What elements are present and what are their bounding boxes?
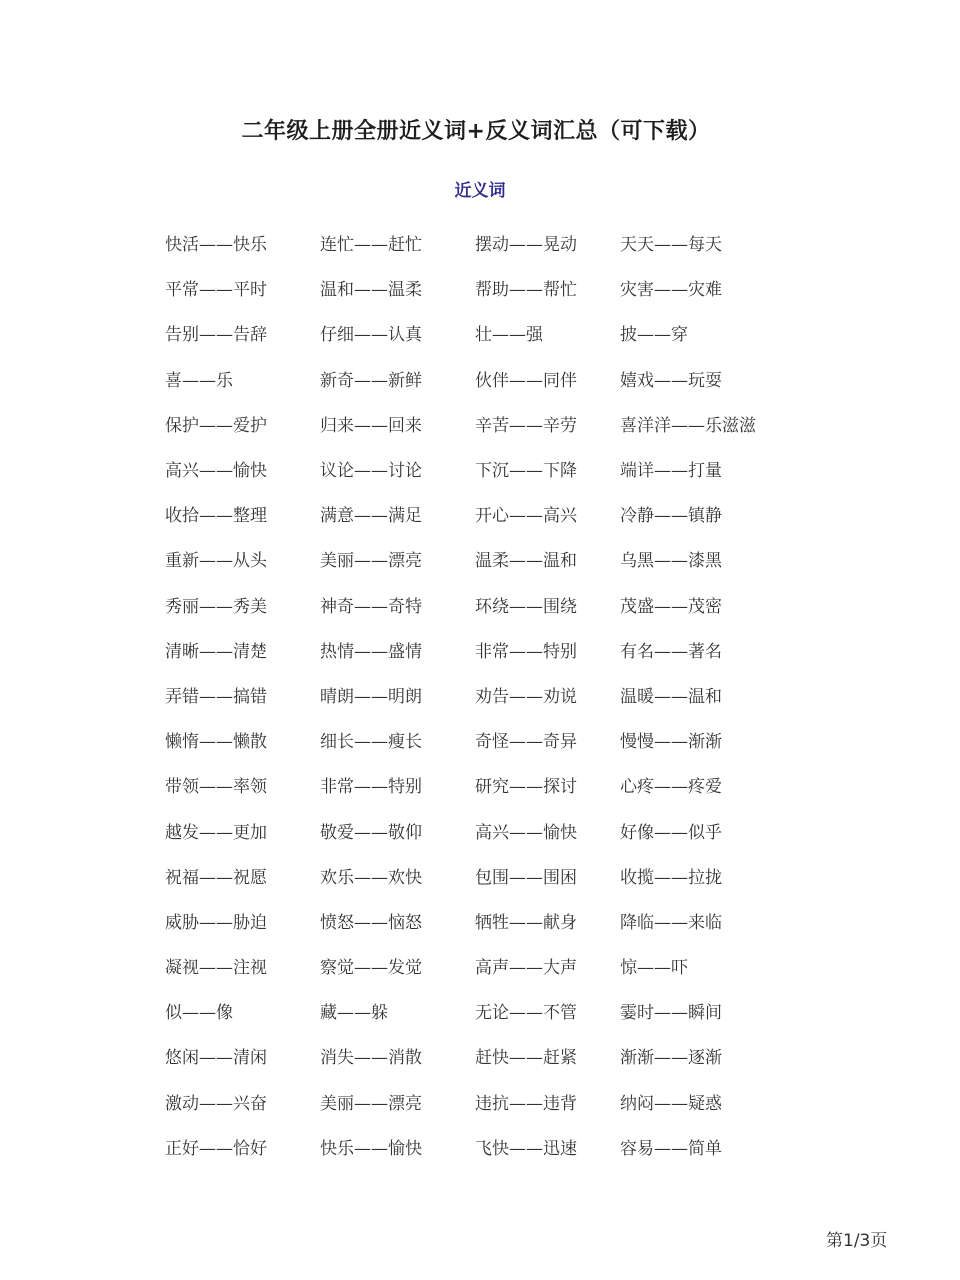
synonym-pair: 归来——回来 bbox=[320, 415, 422, 436]
synonym-pair: 惊——吓 bbox=[620, 958, 688, 979]
synonym-pair: 晴朗——明朗 bbox=[320, 686, 422, 707]
synonym-pair: 高声——大声 bbox=[475, 958, 577, 979]
synonym-row bbox=[165, 1124, 805, 1169]
synonym-pair: 高兴——愉快 bbox=[475, 822, 577, 843]
synonym-pair: 仔细——认真 bbox=[320, 325, 422, 346]
synonym-pair: 劝告——劝说 bbox=[475, 686, 577, 707]
synonym-pair: 无论——不管 bbox=[475, 1003, 577, 1024]
synonym-pair: 温暖——温和 bbox=[620, 686, 722, 707]
document-title: 二年级上册全册近义词+反义词汇总（可下载） bbox=[241, 119, 711, 144]
synonym-pair: 有名——著名 bbox=[620, 641, 722, 662]
synonym-pair: 平常——平时 bbox=[165, 280, 267, 301]
synonym-pair: 赶快——赶紧 bbox=[475, 1048, 577, 1069]
synonym-pair: 非常——特别 bbox=[320, 777, 422, 798]
synonym-pair: 喜——乐 bbox=[165, 370, 233, 391]
synonym-pair: 清晰——清楚 bbox=[165, 641, 267, 662]
synonym-row bbox=[165, 672, 805, 717]
synonym-row bbox=[165, 807, 805, 852]
synonym-pair: 喜洋洋——乐滋滋 bbox=[620, 415, 756, 436]
synonym-row bbox=[165, 536, 805, 581]
synonym-pair: 包围——围困 bbox=[475, 867, 577, 888]
synonym-pair: 壮——强 bbox=[475, 325, 543, 346]
synonym-pair: 凝视——注视 bbox=[165, 958, 267, 979]
synonym-pair: 牺牲——献身 bbox=[475, 912, 577, 933]
synonym-row bbox=[165, 943, 805, 988]
synonym-pair: 开心——高兴 bbox=[475, 506, 577, 527]
synonym-pair: 灾害——灾难 bbox=[620, 280, 722, 301]
synonym-pair: 收拾——整理 bbox=[165, 506, 267, 527]
synonym-pair: 越发——更加 bbox=[165, 822, 267, 843]
synonym-pair: 新奇——新鲜 bbox=[320, 370, 422, 391]
synonym-pair: 懒惰——懒散 bbox=[165, 732, 267, 753]
synonym-row bbox=[165, 853, 805, 898]
synonym-pair: 降临——来临 bbox=[620, 912, 722, 933]
synonym-row bbox=[165, 627, 805, 672]
synonym-row bbox=[165, 446, 805, 491]
synonym-pair: 天天——每天 bbox=[620, 235, 722, 256]
synonym-pair: 消失——消散 bbox=[320, 1048, 422, 1069]
synonym-row bbox=[165, 310, 805, 355]
synonym-pair: 温柔——温和 bbox=[475, 551, 577, 572]
synonym-pair: 乌黑——漆黑 bbox=[620, 551, 722, 572]
synonym-pair: 摆动——晃动 bbox=[475, 235, 577, 256]
synonym-pair: 美丽——漂亮 bbox=[320, 1093, 422, 1114]
synonym-pair: 藏——躲 bbox=[320, 1003, 388, 1024]
synonym-pair: 伙伴——同伴 bbox=[475, 370, 577, 391]
synonym-row bbox=[165, 898, 805, 943]
synonym-pair: 敬爱——敬仰 bbox=[320, 822, 422, 843]
synonym-grid bbox=[165, 220, 805, 1169]
synonym-pair: 奇怪——奇异 bbox=[475, 732, 577, 753]
synonym-pair: 渐渐——逐渐 bbox=[620, 1048, 722, 1069]
synonym-pair: 违抗——违背 bbox=[475, 1093, 577, 1114]
synonym-pair: 正好——恰好 bbox=[165, 1138, 267, 1159]
synonym-row bbox=[165, 265, 805, 310]
synonym-pair: 带领——率领 bbox=[165, 777, 267, 798]
synonym-pair: 端详——打量 bbox=[620, 461, 722, 482]
synonym-pair: 容易——简单 bbox=[620, 1138, 722, 1159]
synonym-pair: 神奇——奇特 bbox=[320, 596, 422, 617]
synonym-pair: 茂盛——茂密 bbox=[620, 596, 722, 617]
synonym-pair: 研究——探讨 bbox=[475, 777, 577, 798]
synonym-pair: 愤怒——恼怒 bbox=[320, 912, 422, 933]
synonym-row bbox=[165, 762, 805, 807]
synonym-pair: 霎时——瞬间 bbox=[620, 1003, 722, 1024]
synonym-pair: 飞快——迅速 bbox=[475, 1138, 577, 1159]
synonym-pair: 激动——兴奋 bbox=[165, 1093, 267, 1114]
synonym-pair: 保护——爱护 bbox=[165, 415, 267, 436]
synonym-pair: 慢慢——渐渐 bbox=[620, 732, 722, 753]
synonym-pair: 祝福——祝愿 bbox=[165, 867, 267, 888]
synonym-pair: 察觉——发觉 bbox=[320, 958, 422, 979]
synonym-row bbox=[165, 401, 805, 446]
synonym-pair: 欢乐——欢快 bbox=[320, 867, 422, 888]
synonym-row bbox=[165, 1079, 805, 1124]
synonym-pair: 收揽——拉拢 bbox=[620, 867, 722, 888]
synonym-pair: 热情——盛情 bbox=[320, 641, 422, 662]
synonym-pair: 披——穿 bbox=[620, 325, 688, 346]
synonym-row bbox=[165, 220, 805, 265]
synonym-pair: 美丽——漂亮 bbox=[320, 551, 422, 572]
synonym-pair: 冷静——镇静 bbox=[620, 506, 722, 527]
synonym-pair: 高兴——愉快 bbox=[165, 461, 267, 482]
synonym-pair: 下沉——下降 bbox=[475, 461, 577, 482]
synonym-row bbox=[165, 356, 805, 401]
synonym-pair: 快乐——愉快 bbox=[320, 1138, 422, 1159]
synonym-pair: 好像——似乎 bbox=[620, 822, 722, 843]
synonym-pair: 快活——快乐 bbox=[165, 235, 267, 256]
synonym-pair: 细长——瘦长 bbox=[320, 732, 422, 753]
synonym-pair: 纳闷——疑惑 bbox=[620, 1093, 722, 1114]
synonym-row bbox=[165, 1033, 805, 1078]
synonym-pair: 心疼——疼爱 bbox=[620, 777, 722, 798]
synonym-pair: 嬉戏——玩耍 bbox=[620, 370, 722, 391]
synonym-pair: 议论——讨论 bbox=[320, 461, 422, 482]
synonym-pair: 告别——告辞 bbox=[165, 325, 267, 346]
synonym-row bbox=[165, 988, 805, 1033]
synonym-row bbox=[165, 491, 805, 536]
synonym-pair: 弄错——搞错 bbox=[165, 686, 267, 707]
section-title-synonyms: 近义词 bbox=[454, 181, 506, 201]
synonym-row bbox=[165, 717, 805, 762]
synonym-pair: 非常——特别 bbox=[475, 641, 577, 662]
synonym-pair: 秀丽——秀美 bbox=[165, 596, 267, 617]
synonym-pair: 重新——从头 bbox=[165, 551, 267, 572]
synonym-pair: 威胁——胁迫 bbox=[165, 912, 267, 933]
synonym-pair: 环绕——围绕 bbox=[475, 596, 577, 617]
page-indicator: 第1/3页 bbox=[826, 1231, 888, 1251]
synonym-pair: 似——像 bbox=[165, 1003, 233, 1024]
synonym-pair: 满意——满足 bbox=[320, 506, 422, 527]
synonym-pair: 辛苦——辛劳 bbox=[475, 415, 577, 436]
synonym-row bbox=[165, 582, 805, 627]
synonym-pair: 连忙——赶忙 bbox=[320, 235, 422, 256]
synonym-pair: 悠闲——清闲 bbox=[165, 1048, 267, 1069]
synonym-pair: 帮助——帮忙 bbox=[475, 280, 577, 301]
synonym-pair: 温和——温柔 bbox=[320, 280, 422, 301]
